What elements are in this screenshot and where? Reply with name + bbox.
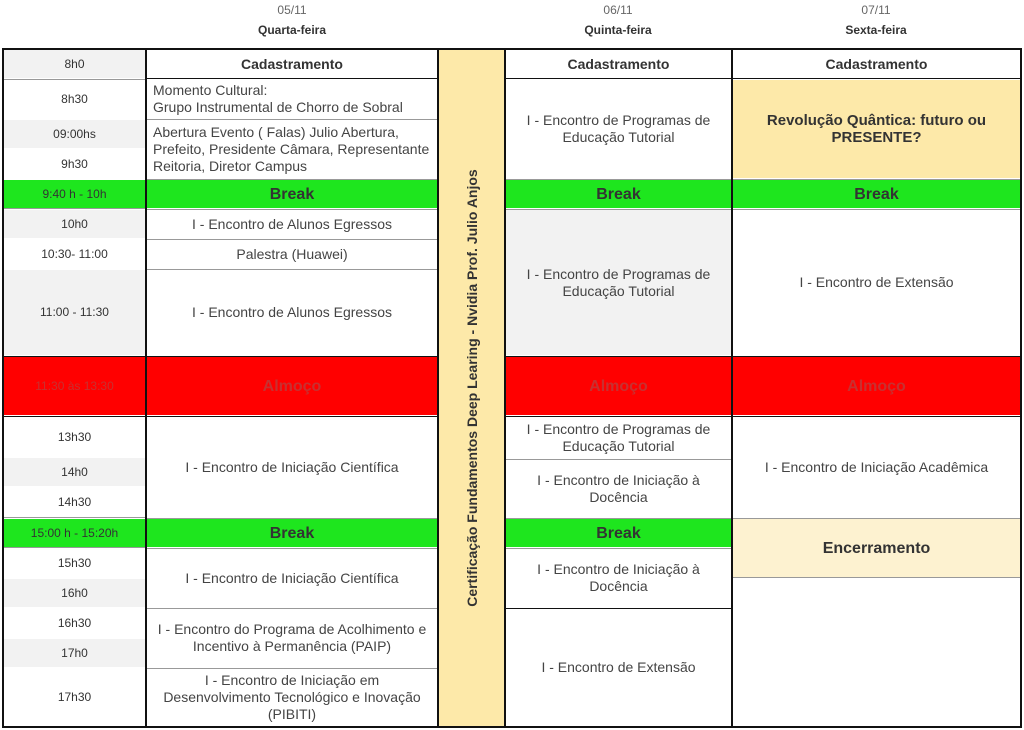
day-thu: Quinta-feira (584, 23, 652, 37)
wed-break-1: Break (147, 180, 437, 208)
fri-lunch: Almoço (733, 357, 1020, 415)
fri-break-1: Break (733, 180, 1020, 208)
thu-pet-3: I - Encontro de Programas de Educação Tutorial (526, 421, 711, 454)
thu-pet-2: I - Encontro de Programas de Educação Tutorial (506, 210, 731, 355)
wed-lunch: Almoço (147, 357, 437, 415)
time-slot: 8h0 (4, 50, 145, 78)
wed-registration: Cadastramento (241, 55, 343, 72)
time-slot: 13h30 (57, 429, 92, 444)
time-slot-lunch: 11:30 às 13:30 (4, 357, 145, 415)
wed-break-2: Break (147, 519, 437, 547)
time-slot: 9h30 (61, 156, 88, 171)
thu-lunch: Almoço (506, 357, 731, 415)
thu-teaching-2: I - Encontro de Iniciação à Docência (537, 561, 700, 594)
time-slot: 16h0 (4, 579, 145, 607)
certification-banner-text: Certificação Fundamentos Deep Learing - Nvidia Prof. Julio Anjos (464, 169, 480, 607)
thu-pet-1: I - Encontro de Programas de Educação Tutorial (526, 112, 711, 145)
time-slot: 8h30 (61, 91, 88, 106)
fri-quantum-revolution: Revolução Quântica: futuro ou PRESENTE? (733, 80, 1020, 178)
thu-registration: Cadastramento (567, 55, 670, 72)
thu-break-1: Break (506, 180, 731, 208)
fri-registration: Cadastramento (825, 55, 928, 72)
wed-scientific-1: I - Encontro de Iniciação Científica (185, 459, 399, 475)
fri-closing: Encerramento (733, 519, 1020, 577)
fri-academic: I - Encontro de Iniciação Acadêmica (764, 459, 989, 475)
certification-banner (439, 50, 504, 726)
day-wed: Quarta-feira (257, 23, 327, 37)
wed-cultural-moment: Momento Cultural: Grupo Instrumental de Chorro de Sobral (153, 82, 403, 115)
wed-alumni-1: I - Encontro de Alunos Egressos (192, 215, 392, 232)
day-fri: Sexta-feira (845, 23, 907, 37)
wed-opening: Abertura Evento ( Falas) Julio Abertura, Prefeito, Presidente Câmara, Representante Reitoria, Diretor Campus (153, 123, 430, 174)
fri-extension: I - Encontro de Extensão (799, 274, 954, 290)
time-slot: 11:00 - 11:30 (4, 270, 145, 355)
time-slot: 14h0 (4, 458, 145, 486)
date-fri: 07/11 (861, 3, 891, 17)
thu-break-2: Break (506, 519, 731, 547)
time-slot: 09:00hs (4, 120, 145, 148)
time-slot: 14h30 (57, 494, 92, 509)
wed-pibiti: I - Encontro de Iniciação em Desenvolvimento Tecnológico e Inovação (PIBITI) (163, 671, 421, 722)
thu-extension: I - Encontro de Extensão (541, 658, 696, 675)
time-slot: 16h30 (57, 615, 92, 630)
wed-scientific-2: I - Encontro de Iniciação Científica (185, 569, 399, 586)
wed-paip: I - Encontro do Programa de Acolhimento e Incentivo à Permanência (PAIP) (157, 621, 427, 654)
time-slot: 15h30 (57, 555, 92, 570)
time-slot: 17h30 (57, 689, 92, 704)
time-slot: 10h0 (4, 210, 145, 238)
date-wed: 05/11 (277, 3, 307, 17)
wed-lecture-huawei: Palestra (Huawei) (236, 245, 348, 262)
time-slot-break: 9:40 h - 10h (4, 180, 145, 208)
thu-teaching-1: I - Encontro de Iniciação à Docência (537, 471, 700, 505)
time-slot: 17h0 (4, 639, 145, 667)
date-thu: 06/11 (603, 3, 633, 17)
time-slot: 10:30- 11:00 (41, 246, 108, 261)
time-slot-break: 15:00 h - 15:20h (4, 519, 145, 547)
wed-alumni-2: I - Encontro de Alunos Egressos (192, 304, 392, 320)
